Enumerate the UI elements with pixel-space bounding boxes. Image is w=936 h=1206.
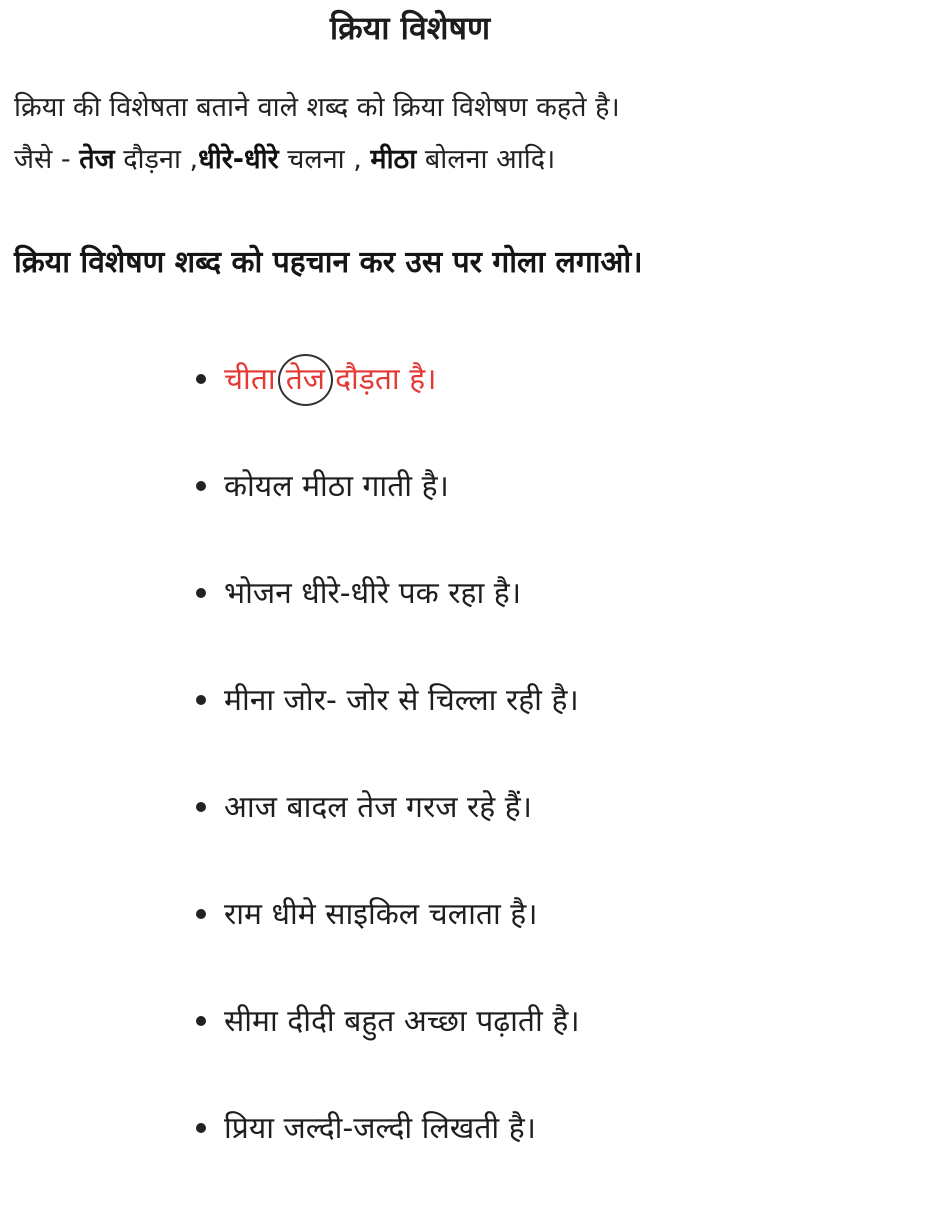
sentence-text: भोजन धीरे-धीरे पक रहा है। (224, 576, 522, 611)
definition-block (14, 82, 620, 186)
examples-line (14, 134, 620, 186)
example-word: तेज (79, 144, 115, 175)
sentence-text: कोयल मीठा गाती है। (224, 469, 449, 504)
example-rest: दौड़ना , (114, 144, 199, 175)
sentence-text (224, 350, 437, 410)
sentence-text: सीमा दीदी बहुत अच्छा पढ़ाती है। (224, 1004, 580, 1039)
bullet-icon (196, 588, 206, 598)
example-word: धीरे-धीरे (198, 144, 279, 175)
exercise-instruction: क्रिया विशेषण शब्द को पहचान कर उस पर गोला लगाओ। (14, 245, 643, 280)
bullet-icon (196, 1123, 206, 1133)
example-word: मीठा (370, 144, 417, 175)
sentence-text: आज बादल तेज गरज रहे हैं। (224, 790, 533, 825)
bullet-icon (196, 695, 206, 705)
answered-after: दौड़ता है। (335, 362, 437, 397)
bullet-icon (196, 481, 206, 491)
circled-answer: तेज (278, 354, 333, 406)
answered-before: चीता (224, 362, 276, 397)
sentence-text: प्रिया जल्दी-जल्दी लिखती है। (224, 1111, 537, 1146)
bullet-icon (196, 374, 206, 384)
page-title: क्रिया विशेषण (329, 9, 491, 47)
bullet-icon (196, 909, 206, 919)
example-rest: चलना , (278, 144, 371, 175)
definition-text: क्रिया की विशेषता बताने वाले शब्द को क्रिया विशेषण कहते है। (14, 92, 620, 123)
examples-prefix: जैसे - (14, 144, 80, 175)
bullet-icon (196, 802, 206, 812)
example-rest: बोलना आदि। (416, 144, 556, 175)
sentence-text: राम धीमे साइकिल चलाता है। (224, 897, 538, 932)
sentence-text: मीना जोर- जोर से चिल्ला रही है। (224, 683, 579, 718)
bullet-icon (196, 1016, 206, 1026)
